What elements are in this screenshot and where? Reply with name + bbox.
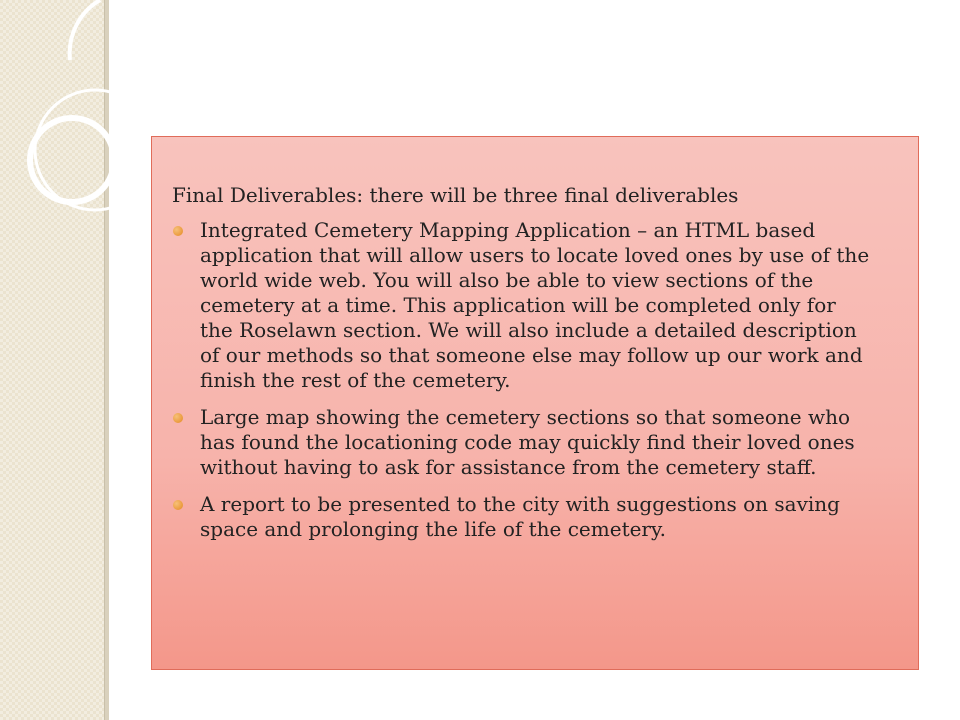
bullet-item-application <box>172 218 874 393</box>
bullet-text: A report to be presented to the city with suggestions on saving space and prolonging the life of the cemetery. <box>200 492 840 541</box>
decorative-side-band <box>0 0 104 720</box>
bullet-text: Large map showing the cemetery sections so that someone who has found the locationing code may quickly find their loved ones without having to ask for assistance from the cemetery staff. <box>200 405 855 479</box>
side-band-edge <box>104 0 109 720</box>
content-box <box>151 136 919 670</box>
bullet-text: Integrated Cemetery Mapping Application – an HTML based application that will allow users to locate loved ones by use of the world wide web. You will also be able to view sections of the cemetery at a time. This application will be completed only for the Roselawn section. We will also include a detailed description of our methods so that someone else may follow up our work and finish the rest of the cemetery. <box>200 218 870 392</box>
bullet-dot-icon <box>173 413 183 423</box>
bullet-list <box>172 218 874 542</box>
bullet-dot-icon <box>173 226 183 236</box>
bullet-item-map <box>172 405 874 480</box>
slide-heading: Final Deliverables: there will be three final deliverables <box>172 183 739 207</box>
bullet-item-report <box>172 492 874 542</box>
bullet-dot-icon <box>173 500 183 510</box>
